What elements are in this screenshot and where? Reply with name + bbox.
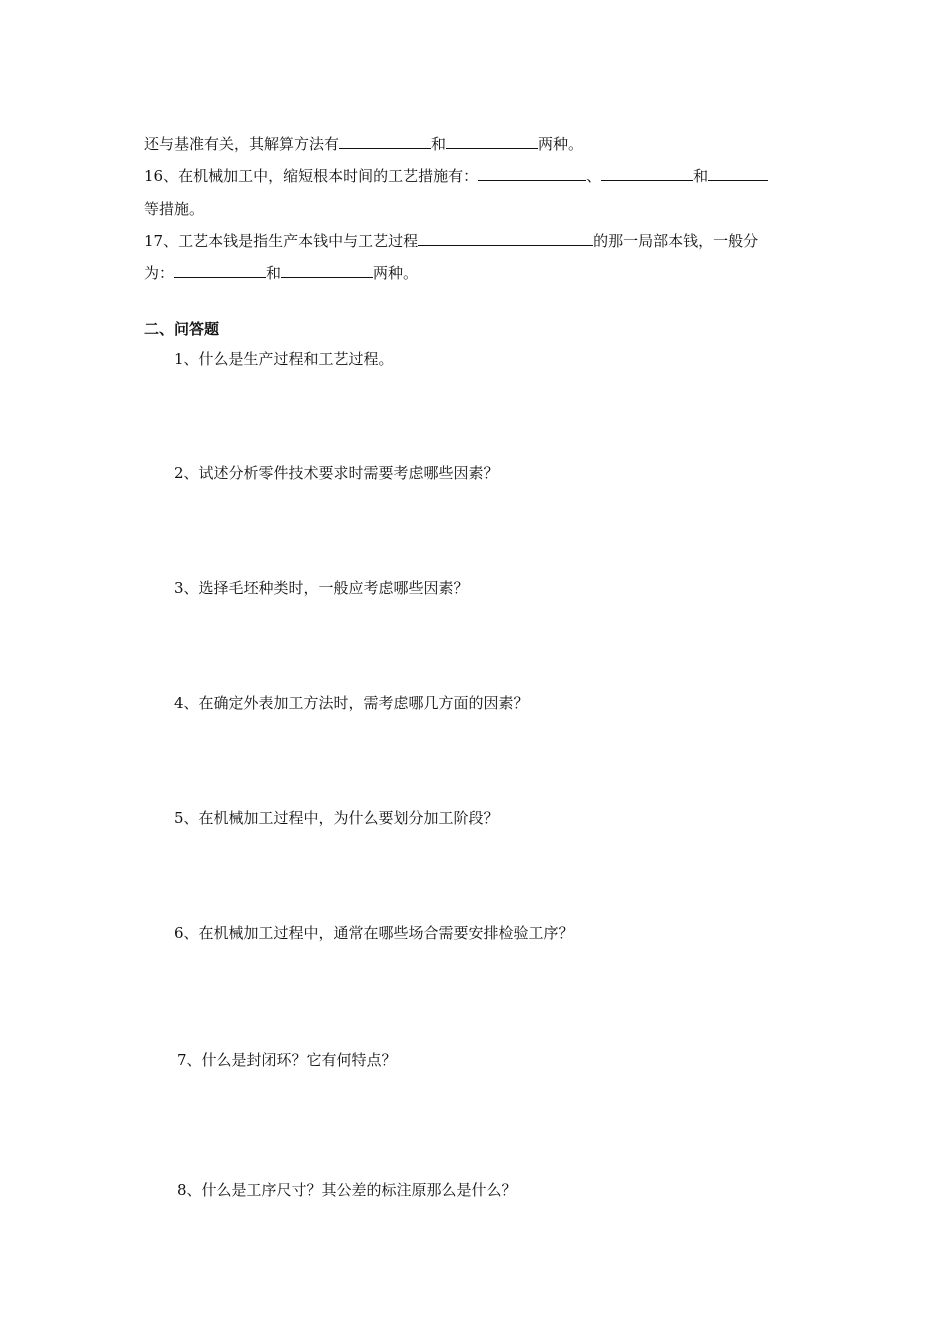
answer-blank bbox=[601, 166, 693, 181]
line-text: 为： bbox=[144, 264, 175, 282]
question-item: 1、什么是生产过程和工艺过程。 bbox=[174, 350, 394, 368]
answer-blank bbox=[418, 231, 593, 246]
answer-blank bbox=[478, 166, 586, 181]
question-item: 8、什么是工序尺寸？其公差的标注原那么是什么？ bbox=[177, 1181, 517, 1199]
line-text: 等措施。 bbox=[144, 200, 205, 218]
question-item: 2、试述分析零件技术要求时需要考虑哪些因素？ bbox=[174, 464, 499, 482]
line-text: 两种。 bbox=[373, 264, 419, 282]
fill-line-15-continued bbox=[144, 134, 583, 154]
fill-line-16-continued bbox=[144, 199, 204, 219]
answer-blank bbox=[174, 263, 266, 278]
question-item: 7、什么是封闭环？它有何特点？ bbox=[177, 1051, 397, 1069]
section-title: 二、问答题 bbox=[144, 320, 220, 338]
line-text: 16、在机械加工中，缩短根本时间的工艺措施有： bbox=[144, 167, 479, 185]
question-item: 6、在机械加工过程中，通常在哪些场合需要安排检验工序？ bbox=[174, 924, 574, 942]
question-item: 5、在机械加工过程中，为什么要划分加工阶段？ bbox=[174, 809, 499, 827]
question-item: 3、选择毛坯种类时，一般应考虑哪些因素？ bbox=[174, 579, 469, 597]
line-text: 、 bbox=[586, 167, 602, 185]
line-text: 还与基准有关，其解算方法有 bbox=[144, 135, 340, 153]
answer-blank bbox=[339, 134, 431, 149]
line-text: 和 bbox=[693, 167, 709, 185]
answer-blank bbox=[708, 166, 768, 181]
line-text: 两种。 bbox=[538, 135, 584, 153]
line-text: 17、工艺本钱是指生产本钱中与工艺过程 bbox=[144, 232, 419, 250]
line-text: 的那一局部本钱，一般分 bbox=[593, 232, 759, 250]
question-item: 4、在确定外表加工方法时，需考虑哪几方面的因素？ bbox=[174, 694, 529, 712]
line-text: 和 bbox=[431, 135, 447, 153]
fill-line-16 bbox=[144, 166, 768, 186]
answer-blank bbox=[281, 263, 373, 278]
line-text: 和 bbox=[266, 264, 282, 282]
fill-line-17-continued bbox=[144, 263, 418, 283]
fill-line-17 bbox=[144, 231, 758, 251]
answer-blank bbox=[446, 134, 538, 149]
